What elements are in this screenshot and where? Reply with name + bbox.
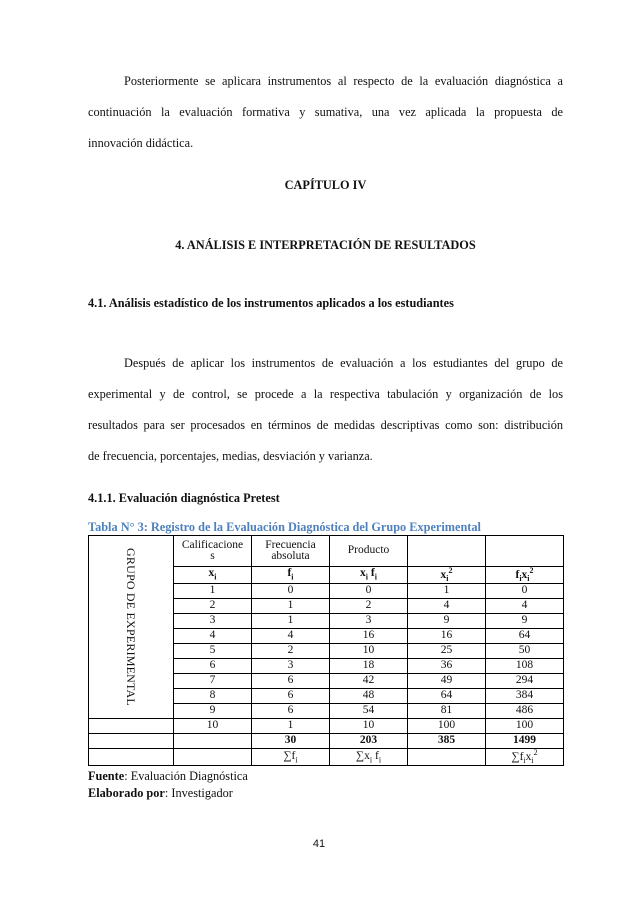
total-f: 30	[252, 734, 330, 749]
table-row: 9 6 54 81 486	[89, 704, 564, 719]
sum-xf-label: $\sum x_i$ $f_i$	[330, 749, 408, 766]
table-header-row	[89, 536, 564, 567]
table-row: 5 2 10 25 50	[89, 644, 564, 659]
author-note: Elaborado por: Investigador	[88, 786, 233, 800]
table-row: 7 6 42 49 294	[89, 674, 564, 689]
symbol-x2: $x_i^2$	[408, 567, 486, 584]
page-number: 41	[312, 838, 326, 850]
intro-line-1: Posteriormente se aplicara instrumentos al respecto de la evaluación diagnóstica a	[124, 74, 563, 88]
table-caption: Tabla N° 3: Registro de la Evaluación Diagnóstica del Grupo Experimental	[88, 520, 481, 534]
total-fx2: 1499	[486, 734, 564, 749]
chapter-title: CAPÍTULO IV	[284, 178, 367, 192]
header-calificaciones: Calificacione s	[174, 536, 252, 567]
table-row: 6 3 18 36 108	[89, 659, 564, 674]
body-line-4: de frecuencia, porcentajes, medias, desviación y varianza.	[88, 449, 373, 463]
sum-fx2-label: $\sum f_ix_i^2$	[486, 749, 564, 766]
sum-labels-row	[89, 749, 564, 766]
total-xf: 203	[330, 734, 408, 749]
header-empty-2	[486, 536, 564, 567]
symbol-f: $f_i$	[252, 567, 330, 584]
body-line-3: resultados para ser procesados en términos de medidas descriptivas como son: distribución	[88, 418, 563, 432]
table-row: 4 4 16 16 64	[89, 629, 564, 644]
subsubsection-title: 4.1.1. Evaluación diagnóstica Pretest	[88, 491, 280, 505]
symbol-xf: $x_i$ $f_i$	[330, 567, 408, 584]
sum-f-label: $\sum f_i$	[252, 749, 330, 766]
side-label-cell	[89, 536, 174, 719]
section-title: 4. ANÁLISIS E INTERPRETACIÓN DE RESULTADOS	[175, 238, 476, 252]
subsection-title: 4.1. Análisis estadístico de los instrumentos aplicados a los estudiantes	[88, 296, 454, 310]
side-label: GRUPO DE EXPERIMENTAL	[124, 548, 138, 707]
header-frecuencia: Frecuencia absoluta	[252, 536, 330, 567]
symbol-fx2: $f_ix_i^2$	[486, 567, 564, 584]
intro-line-3: innovación didáctica.	[88, 136, 194, 150]
totals-row	[89, 734, 564, 749]
symbol-x: $x_i$	[174, 567, 252, 584]
total-x2: 385	[408, 734, 486, 749]
table-row: 1 0 0 1 0	[89, 584, 564, 599]
source-note: Fuente: Evaluación Diagnóstica	[88, 769, 248, 783]
body-line-1: Después de aplicar los instrumentos de evaluación a los estudiantes del grupo de	[124, 356, 563, 370]
intro-line-2: continuación la evaluación formativa y sumativa, una vez aplicada la propuesta de	[88, 105, 563, 119]
table-row: 8 6 48 64 384	[89, 689, 564, 704]
header-empty-1	[408, 536, 486, 567]
table-row: 2 1 2 4 4	[89, 599, 564, 614]
table-row: 10 1 10 100 100	[89, 719, 564, 734]
registro-table	[88, 535, 564, 766]
table-row: 3 1 3 9 9	[89, 614, 564, 629]
header-producto: Producto	[330, 536, 408, 567]
body-line-2: experimental y de control, se procede a la respectiva tabulación y organización de los	[88, 387, 563, 401]
